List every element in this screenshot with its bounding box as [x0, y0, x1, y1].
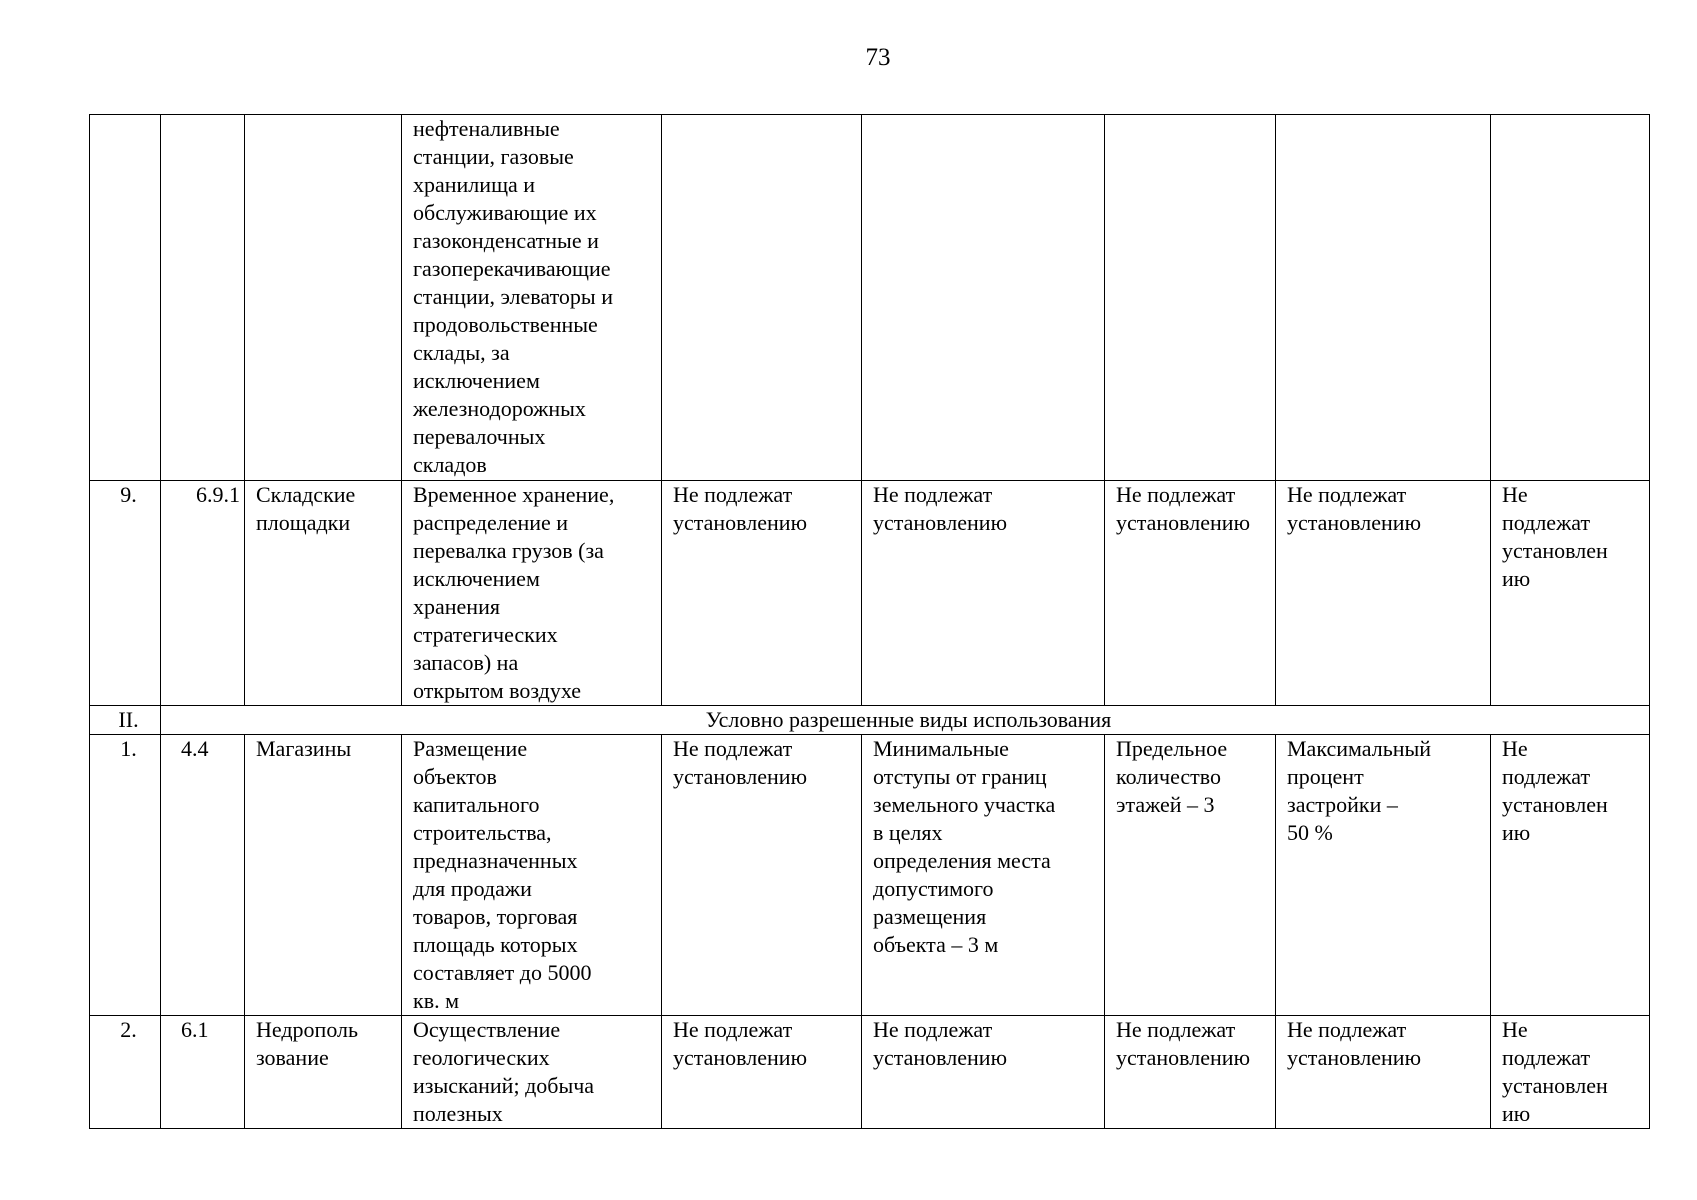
cell-name: Магазины — [245, 735, 402, 1016]
cell-col5: Не подлежат установлению — [662, 735, 862, 1016]
cell-col9: Не подлежат установлен ию — [1491, 481, 1650, 706]
section-num: II. — [90, 706, 161, 735]
cell-code: 4.4 — [161, 735, 245, 1016]
cell-col8: Максимальный процент застройки – 50 % — [1276, 735, 1491, 1016]
section-header-row — [90, 706, 1650, 735]
cell-code: 6.9.1 — [161, 481, 245, 706]
cell-col6: Не подлежат установлению — [862, 481, 1105, 706]
cell-description: Временное хранение, распределение и перевалка грузов (за исключением хранения стратегических запасов) на открытом воздухе — [402, 481, 662, 706]
cell-col8 — [1276, 115, 1491, 481]
cell-col7: Предельное количество этажей – 3 — [1105, 735, 1276, 1016]
cell-num: 2. — [90, 1016, 161, 1129]
cell-col5 — [662, 115, 862, 481]
cell-description: Осуществление геологических изысканий; добыча полезных — [402, 1016, 662, 1129]
cell-col8: Не подлежат установлению — [1276, 1016, 1491, 1129]
cell-col5: Не подлежат установлению — [662, 1016, 862, 1129]
page-number: 73 — [865, 44, 891, 71]
cell-description: Размещение объектов капитального строительства, предназначенных для продажи товаров, торговая площадь которых составляет до 5000 кв. м — [402, 735, 662, 1016]
cell-name: Недрополь зование — [245, 1016, 402, 1129]
cell-col6 — [862, 115, 1105, 481]
land-use-table — [89, 114, 1650, 1129]
cell-code: 6.1 — [161, 1016, 245, 1129]
table-row — [90, 735, 1650, 1016]
table-row — [90, 1016, 1650, 1129]
cell-col8: Не подлежат установлению — [1276, 481, 1491, 706]
cell-col7: Не подлежат установлению — [1105, 1016, 1276, 1129]
cell-name — [245, 115, 402, 481]
table-row-continuation — [90, 115, 1650, 481]
section-title: Условно разрешенные виды использования — [161, 706, 1650, 735]
cell-num: 9. — [90, 481, 161, 706]
cell-col9 — [1491, 115, 1650, 481]
cell-num — [90, 115, 161, 481]
cell-col5: Не подлежат установлению — [662, 481, 862, 706]
cell-col7: Не подлежат установлению — [1105, 481, 1276, 706]
cell-name: Складские площадки — [245, 481, 402, 706]
cell-col9: Не подлежат установлен ию — [1491, 735, 1650, 1016]
cell-col7 — [1105, 115, 1276, 481]
cell-num: 1. — [90, 735, 161, 1016]
cell-col6: Не подлежат установлению — [862, 1016, 1105, 1129]
cell-col6: Минимальные отступы от границ земельного участка в целях определения места допустимого размещения объекта – 3 м — [862, 735, 1105, 1016]
cell-col9: Не подлежат установлен ию — [1491, 1016, 1650, 1129]
table-row — [90, 481, 1650, 706]
cell-code — [161, 115, 245, 481]
cell-description: нефтеналивные станции, газовые хранилища и обслуживающие их газоконденсатные и газоперекачивающие станции, элеваторы и продовольственные склады, за исключением железнодорожных перевалочных складов — [402, 115, 662, 481]
